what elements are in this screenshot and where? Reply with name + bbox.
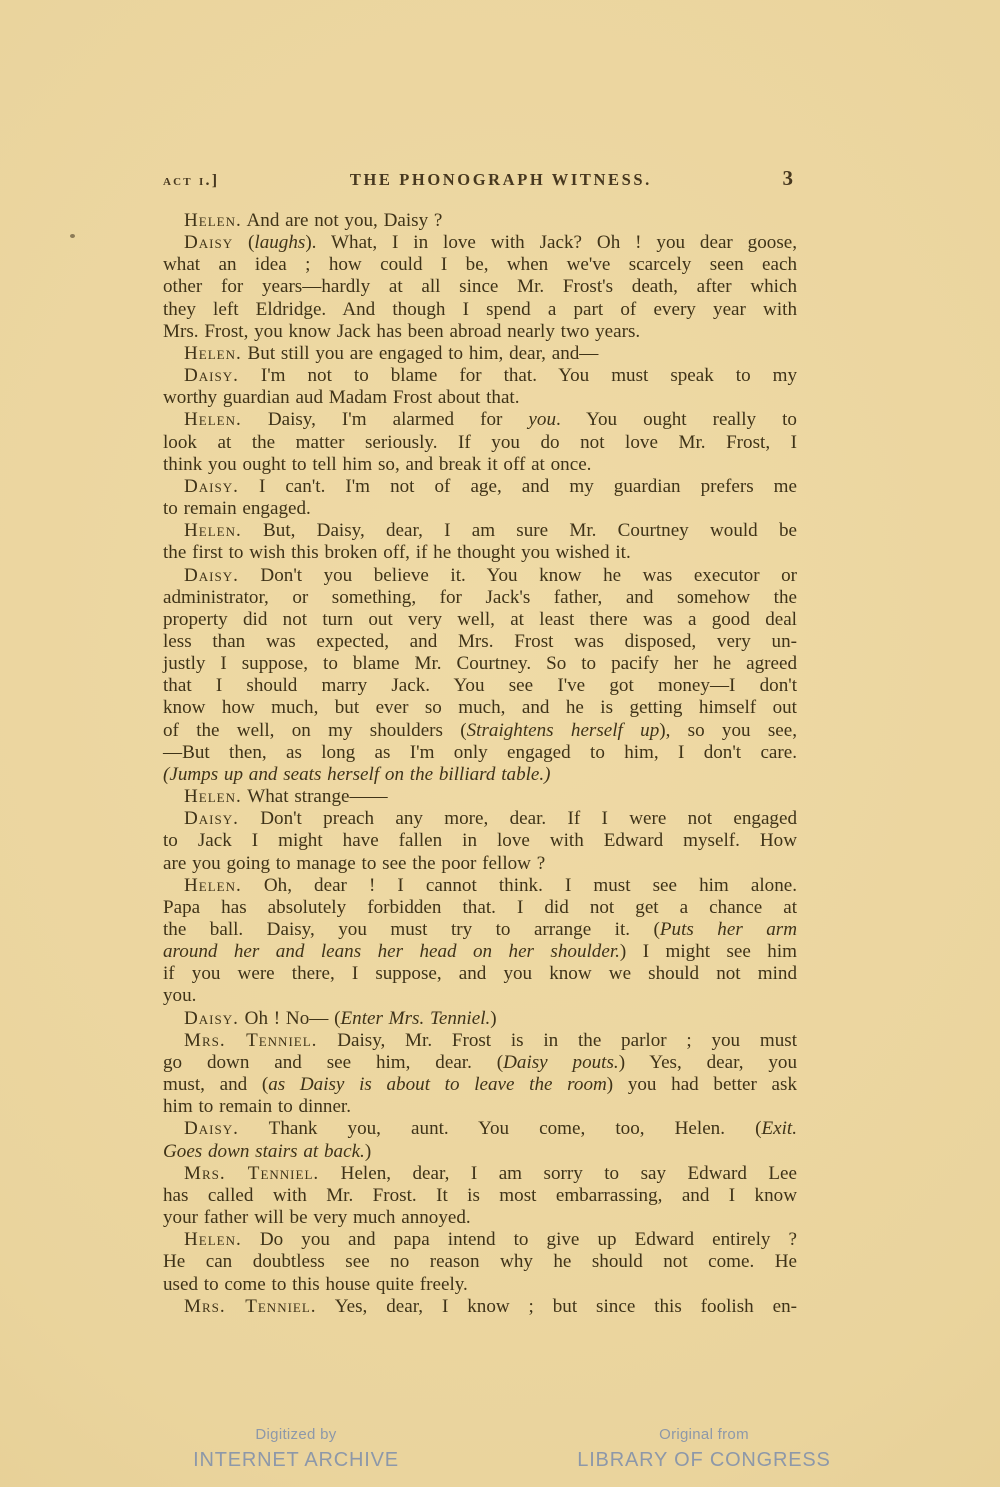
dialogue-text: Oh, dear ! I cannot think. I must see him alone. xyxy=(241,874,797,896)
dialogue-text: Helen, dear, I am sorry to say Edward Lee xyxy=(319,1162,797,1184)
play-line xyxy=(163,1207,797,1229)
dialogue-text: your father will be very much annoyed. xyxy=(163,1207,471,1229)
dialogue-text: Thank you, aunt. You come, too, Helen. ( xyxy=(238,1118,762,1140)
dialogue-text: to remain engaged. xyxy=(163,498,311,520)
play-line xyxy=(163,985,797,1007)
play-line xyxy=(163,542,797,564)
stage-direction: Enter Mrs. Tenniel. xyxy=(340,1007,491,1029)
dialogue-text: the ball. Daisy, you must try to arrange it. ( xyxy=(163,919,660,940)
stage-direction: Exit. xyxy=(761,1118,797,1140)
play-line xyxy=(163,720,797,742)
play-line xyxy=(163,1074,797,1096)
stage-direction: laughs xyxy=(254,232,306,254)
play-line xyxy=(163,299,797,321)
dialogue-text: if you were there, I suppose, and you know we should not mind xyxy=(163,963,797,985)
dialogue-text: Mrs. Frost, you know Jack has been abroad nearly two years. xyxy=(163,320,641,342)
play-line xyxy=(163,742,797,764)
play-line xyxy=(163,498,797,520)
dialogue-text: property did not turn out very well, at least there was a good deal xyxy=(163,608,797,630)
speaker-name: Daisy. xyxy=(184,1007,239,1029)
play-line xyxy=(163,454,797,476)
play-line xyxy=(163,1096,797,1118)
running-header xyxy=(163,166,797,191)
stage-direction: around her and leans her head on her shoulder. xyxy=(163,941,620,963)
dialogue-text: . You ought really to xyxy=(556,409,797,431)
play-line xyxy=(163,808,797,830)
footer-original-from xyxy=(549,1423,859,1473)
play-line xyxy=(163,232,797,254)
play-line xyxy=(163,653,797,675)
footer-original-from-label: Original from xyxy=(659,1426,749,1443)
dialogue-text: him to remain to dinner. xyxy=(163,1096,352,1118)
speaker-name: Mrs. Tenniel. xyxy=(184,1162,320,1184)
dialogue-text: other for years—hardly at all since Mr. Frost's death, after which xyxy=(163,276,797,298)
play-line xyxy=(163,587,797,609)
paper-speck xyxy=(70,234,75,238)
dialogue-text: I'm not to blame for that. You must speak to my xyxy=(238,365,797,387)
running-title: THE PHONOGRAPH WITNESS. xyxy=(349,170,652,189)
dialogue-text: Oh ! No— ( xyxy=(238,1007,341,1029)
dialogue-text: Papa has absolutely forbidden that. I did not get a chance at xyxy=(163,896,797,918)
dialogue-text: you. xyxy=(163,985,197,1007)
dialogue-text: justly I suppose, to blame Mr. Courtney. So to pacify her he agreed xyxy=(163,653,797,675)
stage-direction: Puts her arm xyxy=(659,919,797,940)
dialogue-text: must, and ( xyxy=(163,1074,269,1096)
speaker-name: Helen. xyxy=(184,342,242,364)
footer-internet-archive-label: INTERNET ARCHIVE xyxy=(193,1449,399,1471)
dialogue-text: Don't you believe it. You know he was executor or xyxy=(238,564,797,586)
play-line xyxy=(163,1141,797,1163)
play-line xyxy=(163,365,797,387)
dialogue-text: —But then, as long as I'm only engaged to him, I don't care. xyxy=(163,741,797,763)
speaker-name: Daisy. xyxy=(184,1118,239,1140)
speaker-name: Mrs. Tenniel. xyxy=(184,1029,318,1051)
speaker-name: Daisy xyxy=(184,232,234,254)
dialogue-text: ). What, I in love with Jack? Oh ! you dear goose, xyxy=(305,232,798,254)
dialogue-text: ( xyxy=(233,232,255,254)
play-line xyxy=(163,786,797,808)
play-line xyxy=(163,1229,797,1251)
play-line xyxy=(163,853,797,875)
play-line xyxy=(163,697,797,719)
dialogue-text: ), so you see, xyxy=(659,719,798,741)
dialogue-text: are you going to manage to see the poor fellow ? xyxy=(163,852,546,874)
speaker-name: Helen. xyxy=(184,409,242,431)
dialogue-text: What strange—— xyxy=(241,786,388,808)
play-line xyxy=(163,1185,797,1207)
stage-direction: Straightens herself up xyxy=(466,719,660,741)
page-number: 3 xyxy=(782,166,793,190)
play-line xyxy=(163,254,797,276)
dialogue-text: Do you and papa intend to give up Edward entirely ? xyxy=(241,1229,797,1251)
footer-digitized-by xyxy=(141,1423,451,1473)
dialogue-text: has called with Mr. Frost. It is most embarrassing, and I know xyxy=(163,1184,797,1206)
play-text-block xyxy=(163,210,797,1318)
play-line xyxy=(163,919,797,941)
play-line xyxy=(163,210,797,232)
speaker-name: Daisy. xyxy=(184,365,239,387)
play-line xyxy=(163,387,797,409)
play-line xyxy=(163,1296,797,1318)
play-line xyxy=(163,321,797,343)
dialogue-text: used to come to this house quite freely. xyxy=(163,1273,468,1295)
speaker-name: Helen. xyxy=(184,520,242,542)
play-line xyxy=(163,764,797,786)
dialogue-text: Don't preach any more, dear. If I were not engaged xyxy=(238,808,797,830)
speaker-name: Helen. xyxy=(184,874,242,896)
dialogue-text: to Jack I might have fallen in love with Edward myself. How xyxy=(163,830,797,852)
play-line xyxy=(163,343,797,365)
dialogue-text: Daisy, I'm alarmed for xyxy=(241,409,529,431)
stage-direction: you xyxy=(528,409,556,431)
dialogue-text: of the well, on my shoulders ( xyxy=(163,719,467,741)
play-line xyxy=(163,1052,797,1074)
dialogue-text: the first to wish this broken off, if he thought you wished it. xyxy=(163,542,631,564)
dialogue-text: ) Yes, dear, you xyxy=(618,1051,798,1073)
speaker-name: Helen. xyxy=(184,210,242,231)
dialogue-text: Yes, dear, I know ; but since this foolish en- xyxy=(316,1295,797,1317)
play-line xyxy=(163,1118,797,1140)
play-line xyxy=(163,675,797,697)
speaker-name: Helen. xyxy=(184,1229,242,1251)
speaker-name: Daisy. xyxy=(184,564,239,586)
dialogue-text: ) you had better ask xyxy=(606,1074,797,1096)
play-line xyxy=(163,1274,797,1296)
dialogue-text: Daisy, Mr. Frost is in the parlor ; you must xyxy=(317,1029,797,1051)
speaker-name: Daisy. xyxy=(184,475,239,497)
dialogue-text: I can't. I'm not of age, and my guardian prefers me xyxy=(238,475,797,497)
dialogue-text: He can doubtless see no reason why he should not come. He xyxy=(163,1251,797,1273)
stage-direction: Daisy pouts. xyxy=(503,1051,619,1073)
dialogue-text: But, Daisy, dear, I am sure Mr. Courtney would be xyxy=(241,520,797,542)
dialogue-text: But still you are engaged to him, dear, and— xyxy=(241,342,599,364)
play-line xyxy=(163,631,797,653)
dialogue-text: they left Eldridge. And though I spend a part of every year with xyxy=(163,298,797,320)
play-line xyxy=(163,476,797,498)
play-line xyxy=(163,409,797,431)
play-line xyxy=(163,1251,797,1273)
speaker-name: Helen. xyxy=(184,786,242,808)
play-line xyxy=(163,875,797,897)
play-line xyxy=(163,963,797,985)
stage-direction: as Daisy is about to leave the room xyxy=(268,1074,607,1096)
play-line xyxy=(163,1163,797,1185)
play-line xyxy=(163,276,797,298)
act-label: act i.] xyxy=(163,172,220,189)
play-line xyxy=(163,609,797,631)
play-line xyxy=(163,830,797,852)
speaker-name: Daisy. xyxy=(184,808,239,830)
stage-direction: (Jumps up and seats herself on the billiard table.) xyxy=(163,763,551,785)
dialogue-text: administrator, or something, for Jack's father, and somehow the xyxy=(163,586,797,608)
dialogue-text: worthy guardian aud Madam Frost about that. xyxy=(163,387,520,409)
play-line xyxy=(163,1030,797,1052)
dialogue-text: what an idea ; how could I be, when we've scarcely seen each xyxy=(163,254,797,276)
play-line xyxy=(163,432,797,454)
stage-direction: Goes down stairs at back. xyxy=(163,1140,365,1162)
dialogue-text: ) xyxy=(490,1007,497,1029)
play-line xyxy=(163,565,797,587)
dialogue-text: that I should marry Jack. You see I've got money—I don't xyxy=(163,675,797,697)
dialogue-text: look at the matter seriously. If you do not love Mr. Frost, I xyxy=(163,431,797,453)
dialogue-text: go down and see him, dear. ( xyxy=(163,1051,504,1073)
footer-digitized-by-label: Digitized by xyxy=(255,1426,337,1443)
speaker-name: Mrs. Tenniel. xyxy=(184,1295,317,1317)
dialogue-text: know how much, but ever so much, and he is getting himself out xyxy=(163,697,797,719)
footer-library-of-congress-label: LIBRARY OF CONGRESS xyxy=(577,1449,831,1471)
play-line xyxy=(163,897,797,919)
dialogue-text: ) xyxy=(364,1140,372,1162)
play-line xyxy=(163,1008,797,1030)
dialogue-text: And are not you, Daisy ? xyxy=(241,210,443,231)
play-line xyxy=(163,520,797,542)
dialogue-text: think you ought to tell him so, and break it off at once. xyxy=(163,453,592,475)
play-line xyxy=(163,941,797,963)
dialogue-text: ) I might see him xyxy=(619,941,798,963)
dialogue-text: less than was expected, and Mrs. Frost was disposed, very un- xyxy=(163,630,797,652)
